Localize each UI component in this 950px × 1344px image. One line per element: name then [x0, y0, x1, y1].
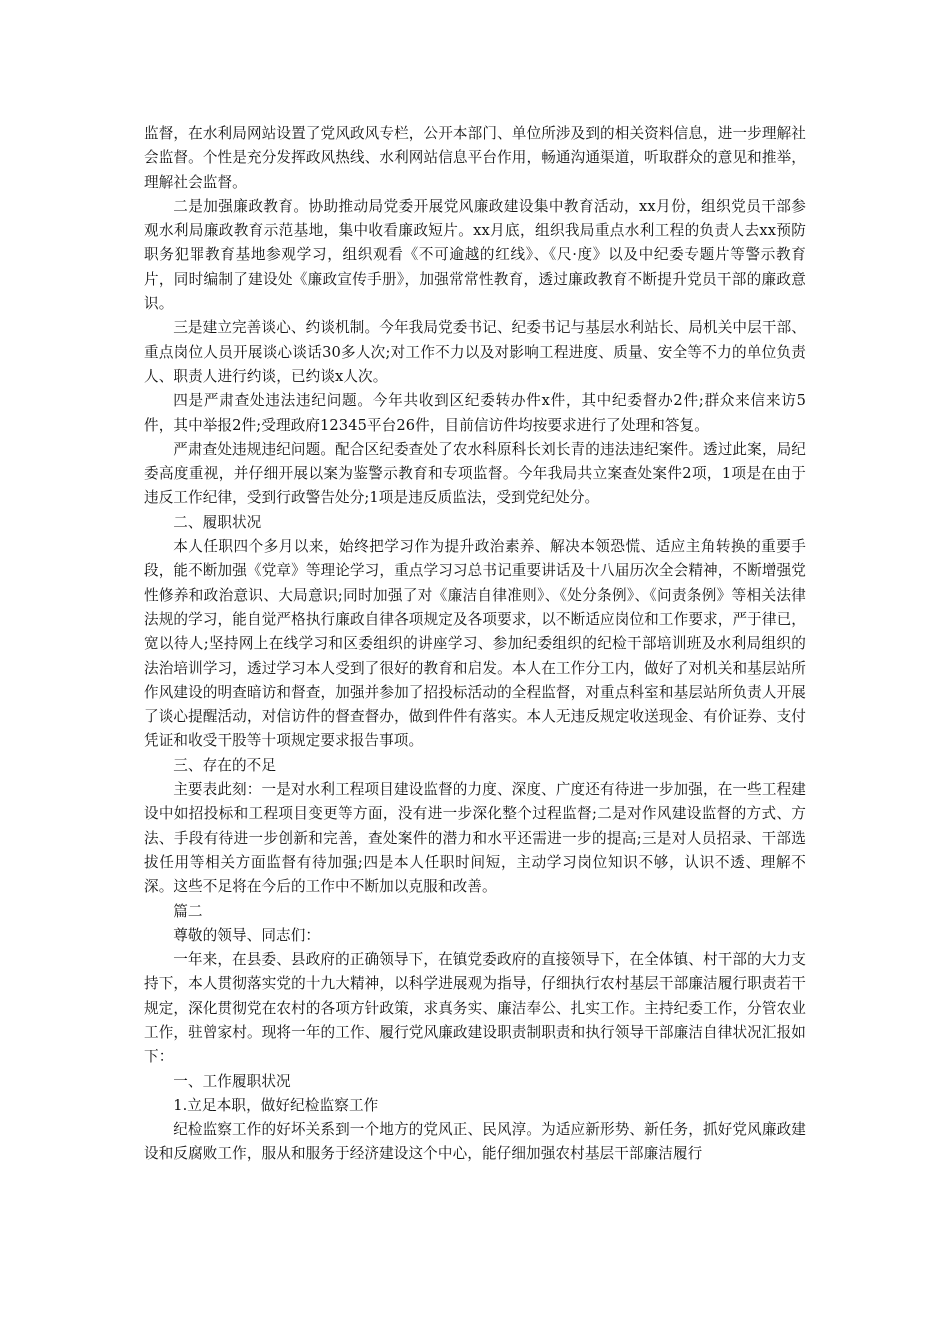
salutation: 尊敬的领导、同志们： — [173, 926, 321, 944]
section-heading: 三、存在的不足 — [173, 756, 277, 774]
section-heading: 一、工作履职状况 — [173, 1072, 291, 1090]
paragraph: 本人任职四个多月以来，始终把学习作为提升政治素养、解决本领恐慌、适应主角转换的重要手段，能不断加强《党章》等理论学习，重点学习习总书记重要讲话及十八届历次全会精神，不断增强党性修养和政治意识、大局意识;同时加强了对《廉洁自律准则》、《处分条例》、《问责条例》等相关法律法规的学习，能自觉严格执行廉政自律各项规定及各项要求，以不断适应岗位和工作要求，严于律已，宽以待人;坚持网上在线学习和区委组织的讲座学习、参加纪委组织的纪检干部培训班及水利局组织的法治培训学习，透过学习本人受到了很好的教育和启发。本人在工作分工内，做好了对机关和基层站所作风建设的明查暗访和督查，加强并参加了招投标活动的全程监督，对重点科室和基层站所负责人开展了谈心提醒活动，对信访件的督查督办，做到件件有落实。本人无违反规定收送现金、有价证券、支付凭证和收受干股等十项规定要求报告事项。 — [144, 538, 806, 750]
paragraph: 严肃查处违规违纪问题。配合区纪委查处了农水科原科长刘长青的违法违纪案件。透过此案，局纪委高度重视，并仔细开展以案为鉴警示教育和专项监督。今年我局共立案查处案件2项，1项是在由于违反工作纪律，受到行政警告处分;1项是违反质监法，受到党纪处分。 — [144, 440, 806, 507]
paragraph: 三是建立完善谈心、约谈机制。今年我局党委书记、纪委书记与基层水利站长、局机关中层干部、重点岗位人员开展谈心谈话30多人次;对工作不力以及对影响工程进度、质量、安全等不力的单位负责人、职责人进行约谈，已约谈x人次。 — [144, 319, 806, 385]
paragraph: 监督，在水利局网站设置了党风政风专栏，公开本部门、单位所涉及到的相关资料信息，进一步理解社会监督。个性是充分发挥政风热线、水利网站信息平台作用，畅通沟通渠道，听取群众的意见和推举，理解社会监督。 — [144, 125, 806, 191]
document-body — [144, 122, 806, 1167]
part-heading: 篇二 — [173, 902, 203, 920]
paragraph: 一年来，在县委、县政府的正确领导下，在镇党委政府的直接领导下，在全体镇、村干部的大力支持下，本人贯彻落实党的十九大精神，以科学进展观为指导，仔细执行农村基层干部廉洁履行职责若干规定，深化贯彻党在农村的各项方针政策，求真务实、廉洁奉公、扎实工作。主持纪委工作，分管农业工作，驻曾家村。现将一年的工作、履行党风廉政建设职责制职责和执行领导干部廉洁自律状况汇报如下： — [144, 951, 806, 1066]
subsection-heading: 1.立足本职，做好纪检监察工作 — [173, 1096, 379, 1114]
paragraph: 纪检监察工作的好坏关系到一个地方的党风正、民风淳。为适应新形势、新任务，抓好党风廉政建设和反腐败工作，服从和服务于经济建设这个中心，能仔细加强农村基层干部廉洁履行 — [144, 1121, 806, 1163]
paragraph: 四是严肃查处违法违纪问题。今年共收到区纪委转办件x件，其中纪委督办2件;群众来信来访5件，其中举报2件;受理政府12345平台26件，目前信访件均按要求进行了处理和答复。 — [144, 392, 806, 434]
paragraph: 主要表此刻：一是对水利工程项目建设监督的力度、深度、广度还有待进一步加强，在一些工程建设中如招投标和工程项目变更等方面，没有进一步深化整个过程监督;二是对作风建设监督的方式、方法、手段有待进一步创新和完善，查处案件的潜力和水平还需进一步的提高;三是对人员招录、干部选拔任用等相关方面监督有待加强;四是本人任职时间短，主动学习岗位知识不够，认识不透、理解不深。这些不足将在今后的工作中不断加以克服和改善。 — [144, 781, 806, 896]
paragraph: 二是加强廉政教育。协助推动局党委开展党风廉政建设集中教育活动，xx月份，组织党员干部参观水利局廉政教育示范基地，集中收看廉政短片。xx月底，组织我局重点水利工程的负责人去xx预防职务犯罪教育基地参观学习，组织观看《不可逾越的红线》、《尺·度》以及中纪委专题片等警示教育片，同时编制了建设处《廉政宣传手册》，加强常常性教育，透过廉政教育不断提升党员干部的廉政意识。 — [144, 197, 806, 313]
section-heading: 二、履职状况 — [173, 513, 262, 531]
